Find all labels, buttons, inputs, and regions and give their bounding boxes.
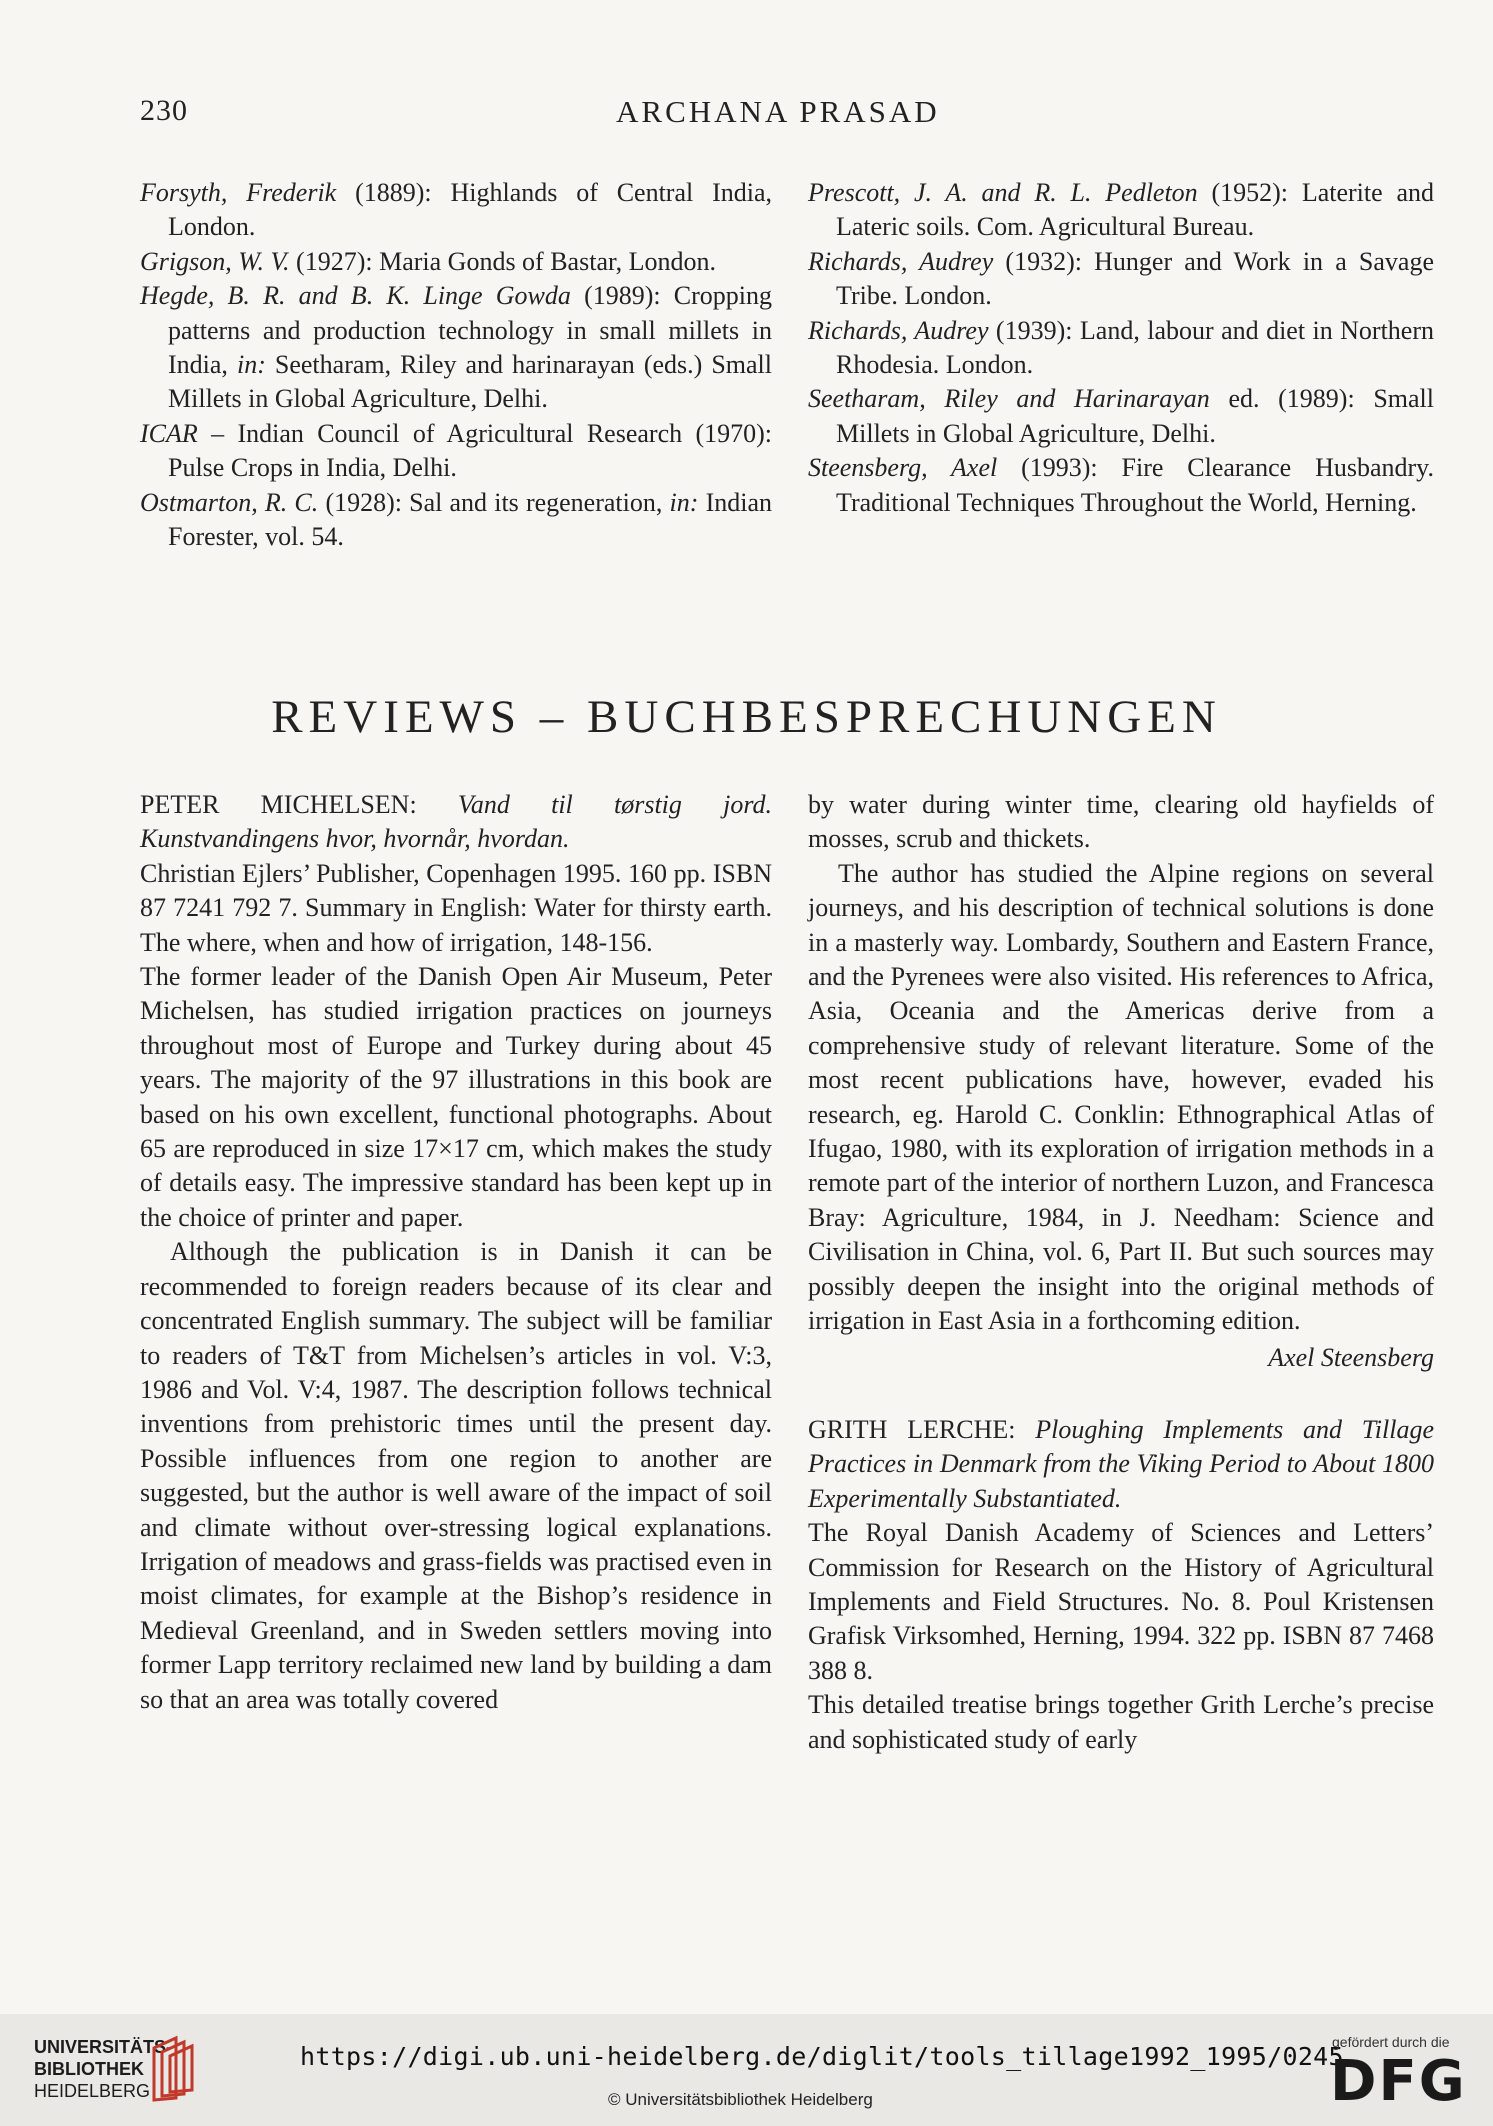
library-line: HEIDELBERG: [34, 2081, 151, 2101]
reference-entry: Seetharam, Riley and Harinarayan ed. (1989): Small Millets in Global Agriculture, Delhi.: [808, 384, 1434, 448]
review-publisher: The Royal Danish Academy of Sciences and Letters’ Commission for Research on the History of Agricultural Implements and Field Structures. No. 8. Poul Kristensen Grafisk Virksomhed, Herning, 1994. 322 pp. ISBN 87 7468 388 8.: [808, 1518, 1434, 1685]
reference-entry: Hegde, B. R. and B. K. Linge Gowda (1989): Cropping patterns and production technology in small millets in India, in: Seetharam, Riley and harinarayan (eds.) Small Millets in Global Agriculture, Delhi.: [140, 281, 773, 414]
review-paragraph: by water during winter time, clearing old hayfields of mosses, scrub and thickets.: [808, 790, 1434, 854]
reference-entry: Steensberg, Axel (1993): Fire Clearance Husbandry. Traditional Techniques Throughout the World, Herning.: [808, 453, 1434, 517]
library-emblem-icon: [146, 2034, 202, 2104]
reference-entry: Prescott, J. A. and R. L. Pedleton (1952): Laterite and Lateric soils. Com. Agricultural Bureau.: [808, 178, 1434, 242]
funding-note: gefördert durch die: [1332, 2034, 1450, 2050]
body-right-column: [808, 788, 1434, 1757]
review-publisher: Christian Ejlers’ Publisher, Copenhagen 1995. 160 pp. ISBN 87 7241 792 7. Summary in English: Water for thirsty earth. The where, when and how of irrigation, 148-156.: [140, 858, 772, 957]
references-left: [140, 176, 772, 554]
page-number: 230: [140, 94, 188, 127]
review-heading: PETER MICHELSEN: Vand til tørstig jord. Kunstvandingens hvor, hvornår, hvordan.: [140, 790, 772, 854]
reference-entry: Ostmarton, R. C. (1928): Sal and its regeneration, in: Indian Forester, vol. 54.: [140, 487, 773, 552]
library-line: BIBLIOTHEK: [34, 2059, 144, 2079]
review-signature: Axel Steensberg: [1268, 1342, 1434, 1372]
document-url-link[interactable]: https://digi.ub.uni-heidelberg.de/diglit/tools_tillage1992_1995/0245: [300, 2042, 1344, 2071]
copyright-notice: © Universitätsbibliothek Heidelberg: [608, 2090, 873, 2109]
dfg-logo[interactable]: DFG: [1330, 2049, 1467, 2114]
review-heading: GRITH LERCHE: Ploughing Implements and Tillage Practices in Denmark from the Viking Period to About 1800 Experimentally Substantiated.: [808, 1414, 1435, 1513]
footer-bar: [0, 2014, 1493, 2126]
running-head: [140, 94, 1430, 138]
review-paragraph: The author has studied the Alpine regions on several journeys, and his description of technical solutions is done in a masterly way. Lombardy, Southern and Eastern France, and the Pyrenees were also visited. His references to Africa, Asia, Oceania and the Americas derive from a comprehensive study of relevant literature. Some of the most recent publications have, however, evaded his research, eg. Harold C. Conklin: Ethnographical Atlas of Ifugao, 1980, with its exploration of irrigation methods in a remote part of the interior of northern Luzon, and Francesca Bray: Agriculture, 1984, in J. Needham: Science and Civilisation in China, vol. 6, Part II. But such sources may possibly deepen the insight into the original methods of irrigation in East Asia in a forthcoming edition.: [808, 858, 1434, 1336]
reference-entry: Richards, Audrey (1932): Hunger and Work in a Savage Tribe. London.: [808, 246, 1435, 311]
library-line: UNIVERSITÄTS-: [34, 2037, 173, 2057]
reference-entry: ICAR – Indian Council of Agricultural Research (1970): Pulse Crops in India, Delhi.: [140, 418, 772, 483]
running-head-author: ARCHANA PRASAD: [616, 94, 940, 129]
section-title: REVIEWS – BUCHBESPRECHUNGEN: [271, 691, 1222, 743]
reference-entry: Forsyth, Frederik (1889): Highlands of Central India, London.: [140, 178, 772, 242]
reference-entry: Richards, Audrey (1939): Land, labour and diet in Northern Rhodesia. London.: [808, 315, 1434, 380]
reference-entry: Grigson, W. V. (1927): Maria Gonds of Bastar, London.: [140, 246, 716, 276]
body-left-column: [140, 788, 772, 1717]
review-paragraph: The former leader of the Danish Open Air Museum, Peter Michelsen, has studied irrigation practices on journeys throughout most of Europe and Turkey during about 45 years. The majority of the 97 illustrations in this book are based on his own excellent, functional photographs. About 65 are reproduced in size 17×17 cm, which makes the study of details easy. The impressive standard has been kept up in the choice of printer and paper.: [140, 962, 772, 1232]
review-paragraph: Although the publication is in Danish it can be recommended to foreign readers because of its clear and concentrated English summary. The subject will be familiar to readers of T&T from Michelsen’s articles in vol. V:3, 1986 and Vol. V:4, 1987. The description follows technical inventions from prehistoric times until the present day. Possible influences from one region to another are suggested, but the author is well aware of the impact of soil and climate without over-stressing logical explanations. Irrigation of meadows and grass-fields was practised even in moist climates, for example at the Bishop’s residence in Medieval Greenland, and in Sweden settlers moving into former Lapp territory reclaimed new land by building a dam so that an area was totally covered: [140, 1237, 772, 1714]
review-paragraph: This detailed treatise brings together Grith Lerche’s precise and sophisticated study of early: [808, 1690, 1434, 1754]
references-right: [808, 176, 1434, 520]
